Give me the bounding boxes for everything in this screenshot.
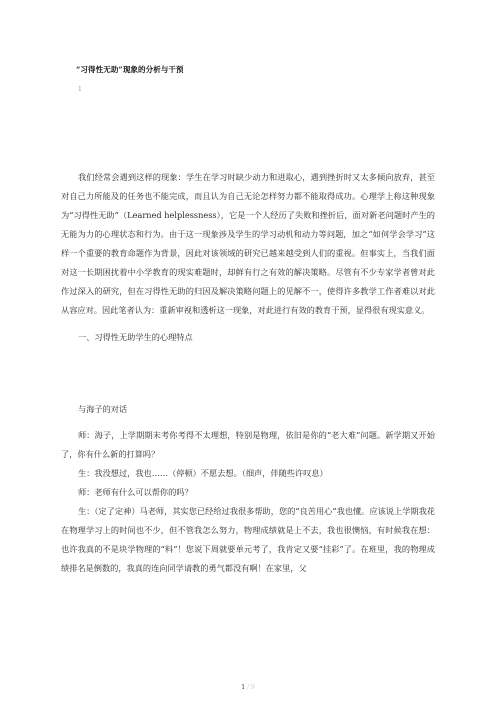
- dialog-block: [61, 426, 435, 578]
- page-number: 1: [241, 684, 246, 691]
- dialog-title: 与海子的对话: [78, 404, 128, 414]
- dialog-title-block: [61, 400, 435, 419]
- page-footer: [0, 684, 496, 691]
- dialog-line-student-2: 生：（定了定神）马老师，其实您已经给过我很多帮助，您的“良苦用心”我也懂。应该说上学期我花在物理学习上的时间也不少，但不管我怎么努力，物理成绩就是上不去，我也很懊恼，有时候我在想：也许我真的不是块学物理的“料”！您说下周就要单元考了，我肯定又要“挂彩”了。在班里，我的物理成绩排名是倒数的，我真的连向同学请教的勇气都没有啊！在家里，父: [61, 506, 435, 573]
- section-heading: 一、习得性无助学生的心理特点: [78, 332, 193, 342]
- intro-paragraph: 我们经常会遇到这样的现象：学生在学习时缺少动力和进取心，遇到挫折时又太多倾向放弃，甚至对自己力所能及的任务也不能完成，而且认为自己无论怎样努力都不能取得成功。心理学上称这种现象为“习得性无助”（Learned helplessness），它是一个人经历了失败和挫折后，面对新老问题时产生的无能为力的心理状态和行为。由于这一现象涉及学生的学习动机和动力等问题，加之“如何学会学习”这样一个重要的教育命题作为背景，因此对该领域的研究已越来越受到人们的重视。但事实上，当我们面对这一长期困扰着中小学教育的现实难题时，却鲜有行之有效的解决策略。尽管有不少专家学者曾对此作过深入的研究，但在习得性无助的归因及解决策略问题上的见解不一，使得许多教学工作者难以对此从容应对。因此笔者认为：重新审视和透析这一现象，对此进行有效的教育干预，显得很有现实意义。: [61, 172, 435, 315]
- dialog-line-teacher-2: 师：老师有什么可以帮你的吗？: [78, 487, 193, 497]
- page-number-suffix: / 9: [247, 684, 255, 691]
- section-mark: 1: [78, 86, 82, 93]
- document-title: “习得性无助”现象的分析与干预: [76, 65, 184, 74]
- dialog-line-teacher-1: 师：海子，上学期期末考你考得不太理想，特别是物理，依旧是你的“老大难”问题。新学期又开始了，你有什么新的打算吗？: [61, 430, 435, 459]
- dialog-line-student-1: 生：我没想过，我也……（停顿）不愿去想。（细声，伴随些许叹息）: [78, 468, 328, 478]
